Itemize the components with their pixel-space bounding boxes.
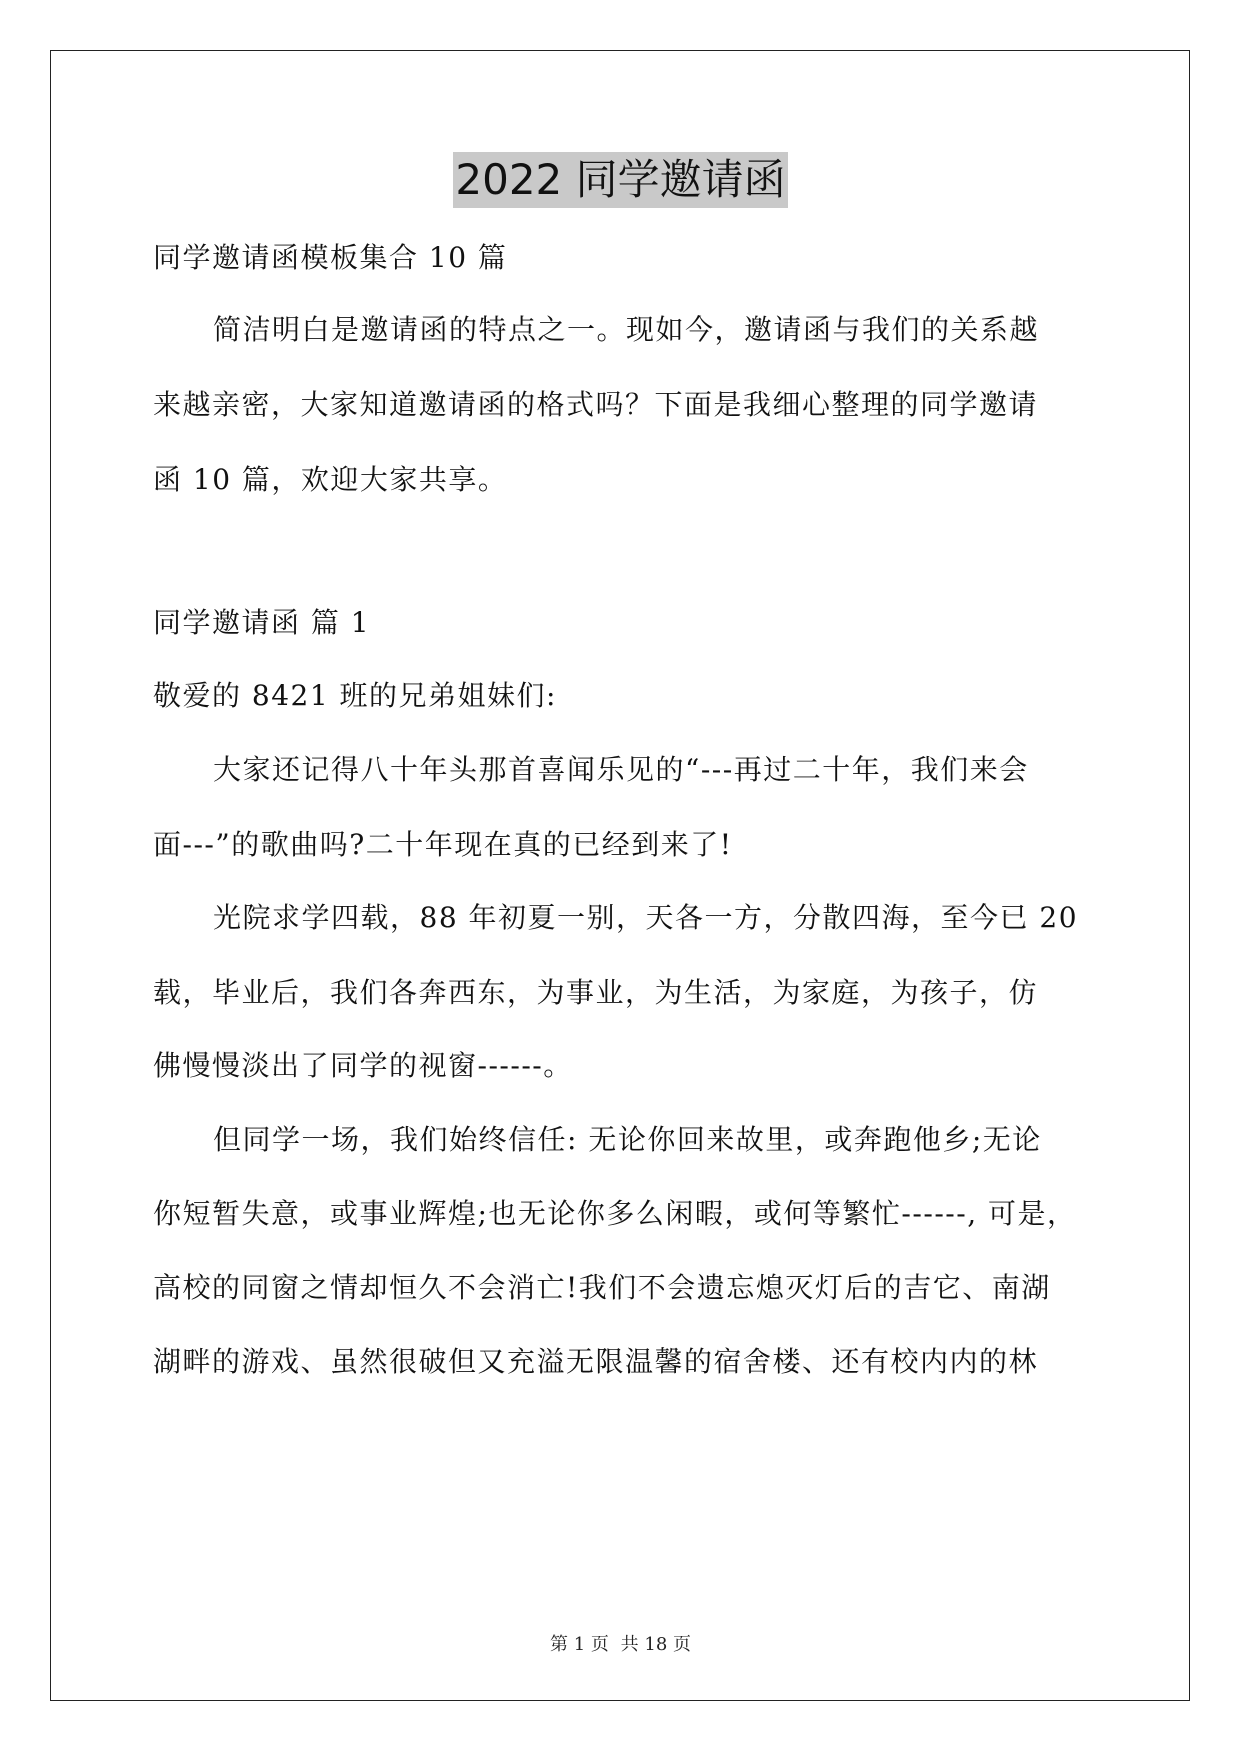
document-subtitle: 同学邀请函模板集合 10 篇 <box>153 241 508 274</box>
paragraph3-line-4: 湖畔的游戏、虽然很破但又充溢无限温馨的宿舍楼、还有校内内的林 <box>153 1345 1039 1378</box>
document-title: 2022 同学邀请函 <box>453 152 787 208</box>
title-wrapper <box>0 152 1241 208</box>
page-border <box>50 50 1190 1701</box>
paragraph2-line-3: 佛慢慢淡出了同学的视窗------。 <box>153 1049 573 1082</box>
paragraph3-line-3: 高校的同窗之情却恒久不会消亡!我们不会遗忘熄灭灯后的吉它、南湖 <box>153 1271 1051 1304</box>
page-footer <box>0 1633 1241 1657</box>
intro-line-2: 来越亲密，大家知道邀请函的格式吗？下面是我细心整理的同学邀请 <box>153 388 1039 421</box>
paragraph3-line-1: 但同学一场，我们始终信任: 无论你回来故里，或奔跑他乡;无论 <box>213 1123 1042 1156</box>
page-number: 第 1 页 <box>550 1634 609 1655</box>
salutation: 敬爱的 8421 班的兄弟姐妹们: <box>153 679 557 712</box>
intro-line-3: 函 10 篇，欢迎大家共享。 <box>153 463 508 496</box>
page-total: 共 18 页 <box>620 1634 691 1655</box>
paragraph1-line-1: 大家还记得八十年头那首喜闻乐见的“---再过二十年，我们来会 <box>213 753 1029 786</box>
paragraph1-line-2: 面---”的歌曲吗?二十年现在真的已经到来了! <box>153 828 733 861</box>
paragraph3-line-2: 你短暂失意，或事业辉煌;也无论你多么闲暇，或何等繁忙------, 可是， <box>153 1197 1077 1230</box>
paragraph2-line-1: 光院求学四载，88 年初夏一别，天各一方，分散四海，至今已 20 <box>213 901 1079 934</box>
section-heading: 同学邀请函 篇 1 <box>153 606 371 639</box>
paragraph2-line-2: 载，毕业后，我们各奔西东，为事业，为生活，为家庭，为孩子，仿 <box>153 976 1039 1009</box>
intro-line-1: 简洁明白是邀请函的特点之一。现如今，邀请函与我们的关系越 <box>213 313 1040 346</box>
